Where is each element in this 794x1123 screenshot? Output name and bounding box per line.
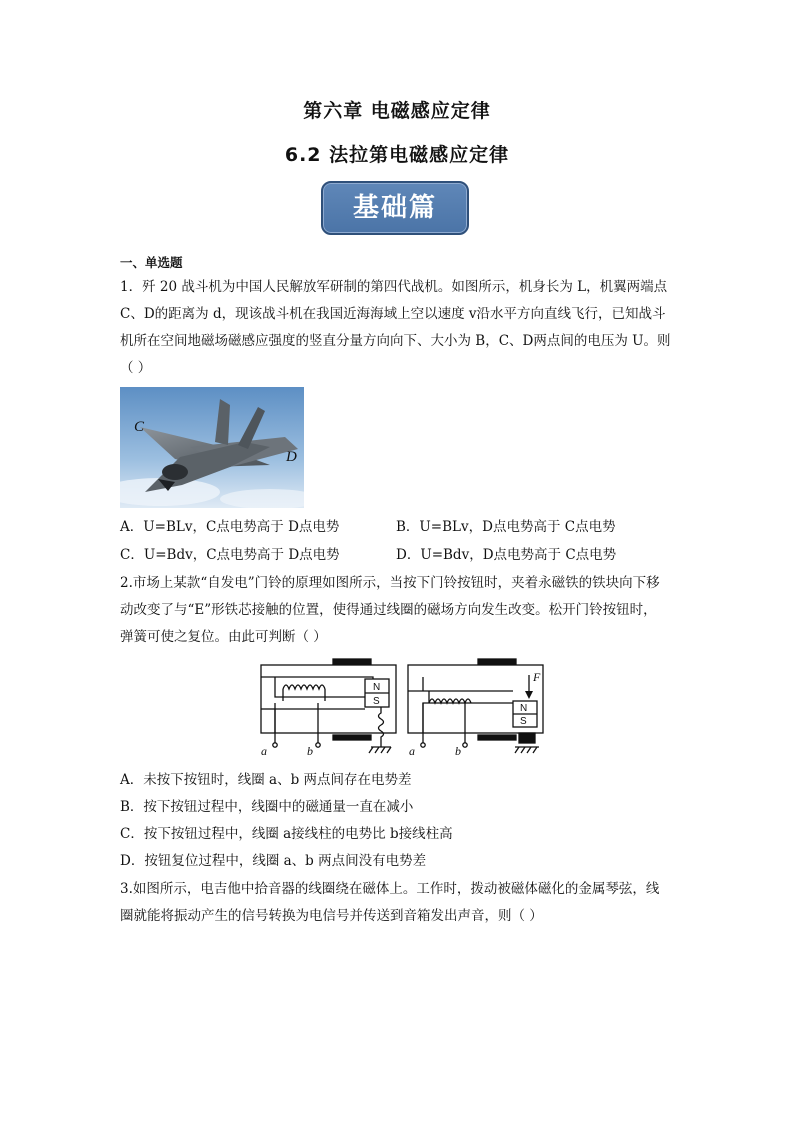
left-terminal-b: b — [307, 744, 313, 758]
q1-line-4: （ ） — [120, 360, 152, 376]
right-magnet-s: S — [520, 716, 527, 727]
jet-label-c: C — [134, 419, 145, 435]
left-magnet-n: N — [373, 682, 381, 693]
section-title: 6.2 法拉第电磁感应定律 — [284, 144, 510, 166]
q2-option-d[interactable]: D．按钮复位过程中，线圈 a、b 两点间没有电势差 — [120, 853, 427, 869]
q1-option-d[interactable]: D．U=Bdv，D点电势高于 C点电势 — [396, 547, 617, 563]
q1-line-1: 1．歼 20 战斗机为中国人民解放军研制的第四代战机。如图所示，机身长为 L，机翼两端点 — [120, 279, 668, 295]
q3-line-1: 3.如图所示，电吉他中拾音器的线圈绕在磁体上。工作时，拨动被磁体磁化的金属琴弦，线 — [120, 881, 660, 897]
q2-line-2: 动改变了与“E”形铁芯接触的位置，使得通过线圈的磁场方向发生改变。松开门铃按钮时， — [120, 602, 657, 618]
q2-line-1: 2.市场上某款“自发电”门铃的原理如图所示，当按下门铃按钮时，夹着永磁铁的铁块向下移 — [120, 575, 660, 591]
q1-option-a[interactable]: A．U=BLv，C点电势高于 D点电势 — [120, 519, 340, 535]
q2-option-b[interactable]: B．按下按钮过程中，线圈中的磁通量一直在减小 — [120, 799, 414, 815]
doorbell-diagram — [253, 657, 545, 760]
right-terminal-b: b — [455, 744, 461, 758]
q2-option-a[interactable]: A．未按下按钮时，线圈 a、b 两点间存在电势差 — [120, 772, 412, 788]
q2-line-3: 弹簧可使之复位。由此可判断（ ） — [120, 629, 327, 645]
chapter-title: 第六章 电磁感应定律 — [303, 100, 491, 122]
part-heading: 一、单选题 — [120, 255, 183, 270]
q2-option-c[interactable]: C．按下按钮过程中，线圈 a接线柱的电势比 b接线柱高 — [120, 826, 453, 842]
fighter-jet-image — [120, 387, 304, 508]
q1-option-b[interactable]: B．U=BLv，D点电势高于 C点电势 — [396, 519, 616, 535]
left-terminal-a: a — [261, 744, 267, 758]
force-label-f: F — [533, 670, 541, 684]
jet-label-d: D — [286, 449, 297, 465]
left-magnet-s: S — [373, 696, 380, 707]
q3-line-2: 圈就能将振动产生的信号转换为电信号并传送到音箱发出声音，则（ ） — [120, 908, 543, 924]
q1-line-2: C、D的距离为 d，现该战斗机在我国近海海域上空以速度 v沿水平方向直线飞行，已知战斗 — [120, 306, 666, 322]
q1-line-3: 机所在空间地磁场磁感应强度的竖直分量方向向下、大小为 B，C、D两点间的电压为 U。则 — [120, 333, 671, 349]
right-magnet-n: N — [520, 703, 528, 714]
level-badge: 基础篇 — [321, 181, 469, 235]
right-terminal-a: a — [409, 744, 415, 758]
q1-option-c[interactable]: C．U=Bdv，C点电势高于 D点电势 — [120, 547, 340, 563]
